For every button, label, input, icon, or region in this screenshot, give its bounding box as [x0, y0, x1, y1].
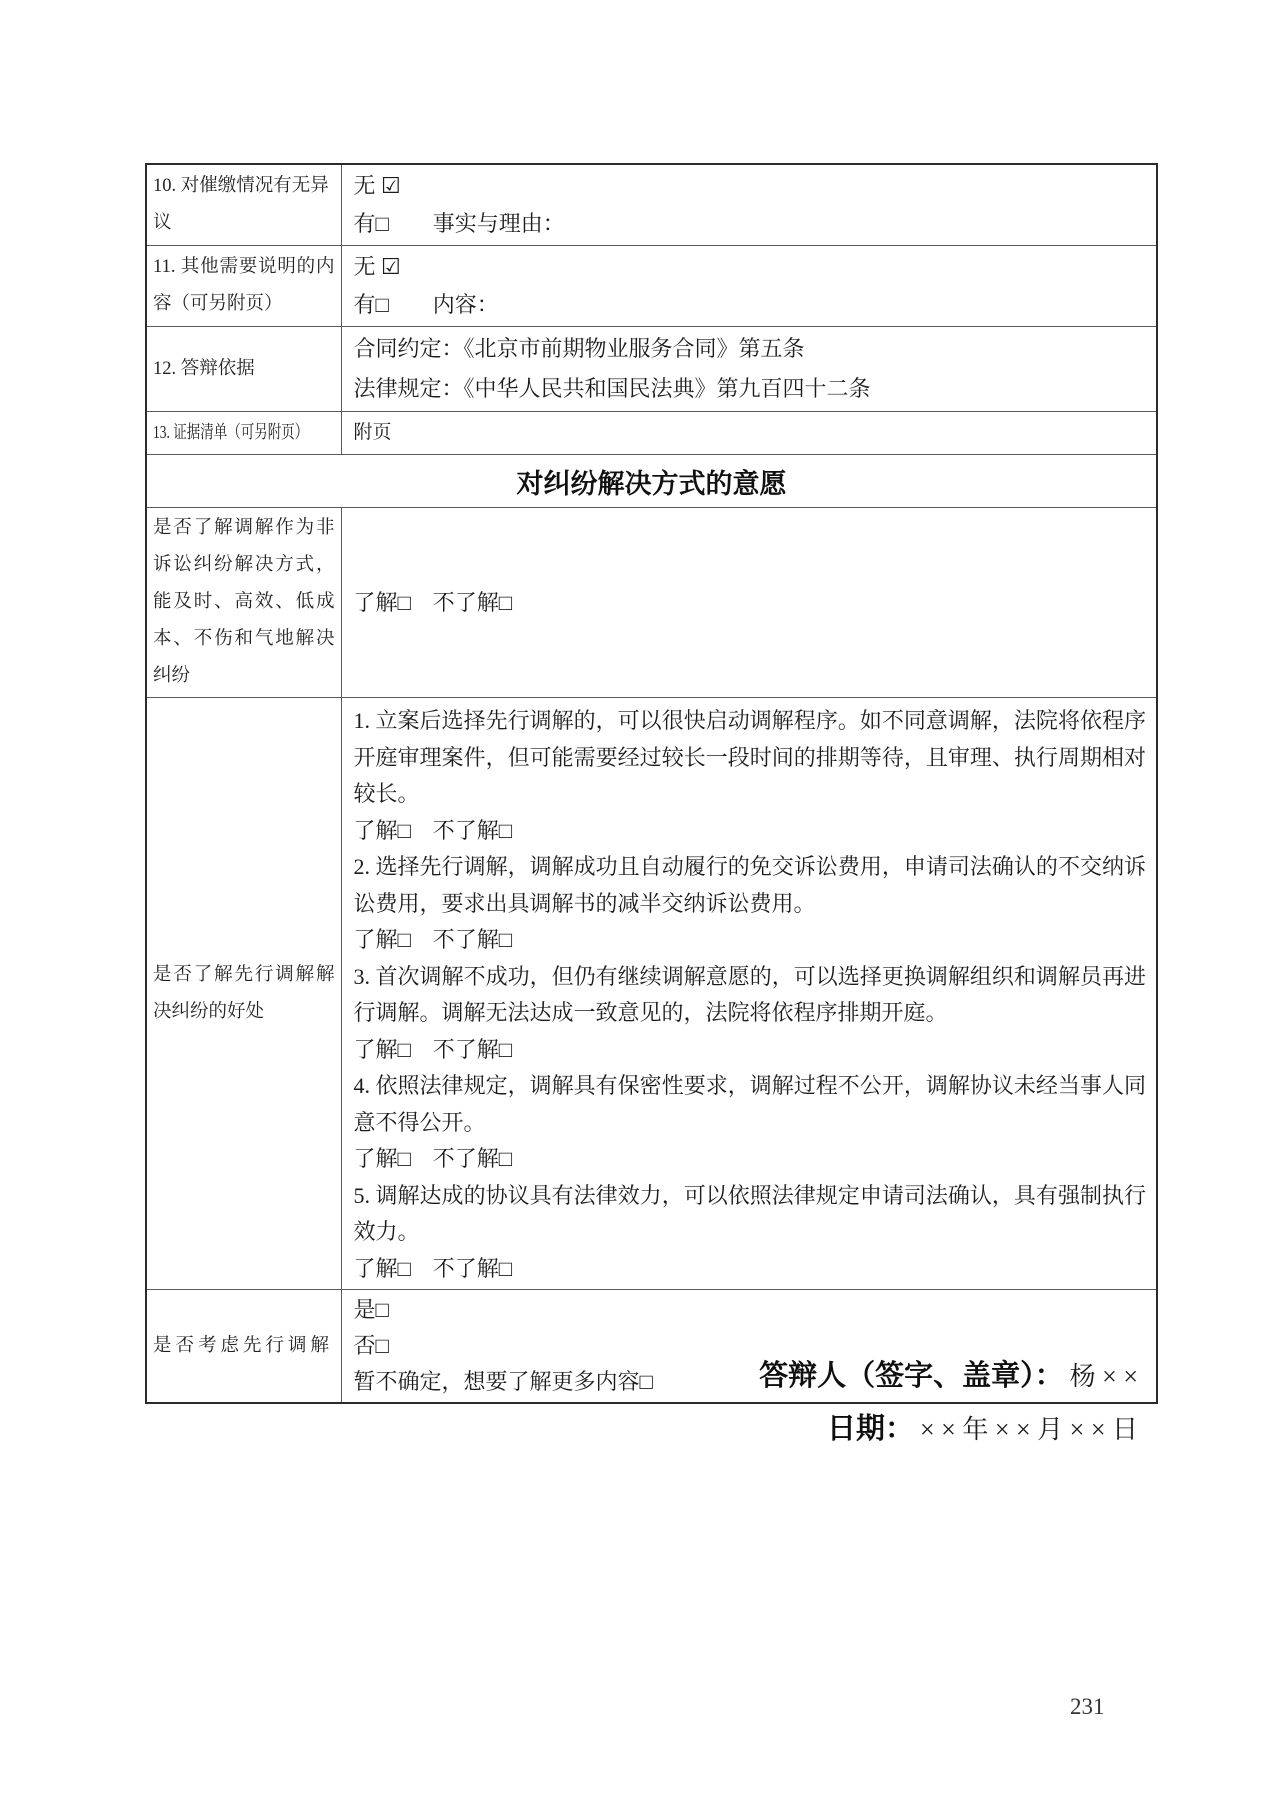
benefit-item-2-text: 2. 选择先行调解，调解成功且自动履行的免交诉讼费用，申请司法确认的不交纳诉讼费用，要求出具调解书的减半交纳诉讼费用。: [353, 854, 1146, 916]
row13-value-cell: [341, 412, 1157, 455]
benefit-item-4-text: 4. 依照法律规定，调解具有保密性要求，调解过程不公开，调解协议未经当事人同意不得公开。: [353, 1073, 1146, 1135]
aware-row-value-cell: [341, 508, 1157, 698]
benefit-item-4-choice-checkboxes[interactable]: 了解□ 不了解□: [353, 1146, 513, 1171]
consider-option-no-checkbox[interactable]: 否□: [353, 1333, 389, 1358]
consider-row-label: 是否考虑先行调解: [153, 1335, 334, 1356]
row13-label-cell: [146, 412, 341, 455]
table-row: [146, 246, 1157, 327]
row12-label: 12. 答辩依据: [153, 358, 255, 379]
evidence-attachment-text: 附页: [353, 422, 392, 443]
benefits-row-value-cell: [341, 698, 1157, 1290]
law-basis-text: 法律规定：《中华人民共和国民法典》第九百四十二条: [353, 376, 871, 401]
section-header-row: [146, 455, 1157, 508]
benefits-row-label: 是否了解先行调解解决纠纷的好处: [153, 964, 335, 1022]
respondent-signature-line: [0, 1352, 1138, 1405]
benefit-item-2-choice-checkboxes[interactable]: 了解□ 不了解□: [353, 927, 513, 952]
table-row: [146, 698, 1157, 1290]
aware-choice-checkboxes[interactable]: 了解□ 不了解□: [353, 589, 513, 615]
signature-block: [0, 1352, 1280, 1458]
date-line: [0, 1405, 1138, 1458]
benefit-item-1-text: 1. 立案后选择先行调解的，可以很快启动调解程序。如不同意调解，法院将依程序开庭审理案件，但可能需要经过较长一段时间的排期等待，且审理、执行周期相对较长。: [353, 708, 1146, 806]
aware-row-label-cell: [146, 508, 341, 698]
contract-basis-text: 合同约定：《北京市前期物业服务合同》第五条: [353, 336, 805, 361]
row12-value-cell: [341, 327, 1157, 412]
benefit-item-3-text: 3. 首次调解不成功，但仍有继续调解意愿的，可以选择更换调解组织和调解员再进行调解。调解无法达成一致意见的，法院将依程序排期开庭。: [353, 963, 1146, 1025]
table-row: [146, 508, 1157, 698]
row11-option-yes-checkbox[interactable]: 有□ 内容：: [353, 292, 499, 317]
row10-option-yes-checkbox[interactable]: 有□ 事实与理由：: [353, 211, 565, 236]
table-row: [146, 412, 1157, 455]
respondent-signature-label: 答辩人（签字、盖章）：: [759, 1360, 1064, 1392]
row10-option-none-checked-checkbox[interactable]: 无 ☑: [353, 173, 401, 198]
row13-label: 13. 证据清单（可另附页）: [153, 422, 309, 442]
benefit-item-5-choice-checkboxes[interactable]: 了解□ 不了解□: [353, 1255, 513, 1281]
benefit-item-3-choice-checkboxes[interactable]: 了解□ 不了解□: [353, 1036, 513, 1062]
row10-value-cell: [341, 164, 1157, 246]
date-value: × × 年 × × 月 × × 日: [920, 1415, 1138, 1444]
table-row: [146, 164, 1157, 246]
respondent-signature-value: 杨 × ×: [1069, 1362, 1138, 1391]
consider-option-yes-checkbox[interactable]: 是□: [353, 1297, 389, 1322]
row11-label-cell: [146, 246, 341, 327]
row11-value-cell: [341, 246, 1157, 327]
date-label: 日期：: [827, 1413, 915, 1445]
row12-label-cell: [146, 327, 341, 412]
row10-label: 10. 对催缴情况有无异议: [153, 176, 329, 233]
aware-row-label: 是否了解调解作为非诉讼纠纷解决方式，能及时、高效、低成本、不伤和气地解决纠纷: [153, 518, 335, 686]
table-row: [146, 327, 1157, 412]
row11-option-none-checked-checkbox[interactable]: 无 ☑: [353, 254, 401, 279]
defense-opinion-form-table: [145, 163, 1158, 1404]
benefit-item-5-text: 5. 调解达成的协议具有法律效力，可以依照法律规定申请司法确认，具有强制执行效力。: [353, 1182, 1146, 1244]
benefits-row-label-cell: [146, 698, 341, 1290]
section-header: 对纠纷解决方式的意愿: [146, 455, 1157, 508]
page-number: 231: [1070, 1694, 1105, 1719]
consider-option-undecided-checkbox[interactable]: 暂不确定，想要了解更多内容□: [353, 1369, 653, 1394]
row10-label-cell: [146, 164, 341, 246]
row11-label: 11. 其他需要说明的内容（可另附页）: [153, 257, 335, 314]
benefit-item-1-choice-checkboxes[interactable]: 了解□ 不了解□: [353, 817, 513, 843]
